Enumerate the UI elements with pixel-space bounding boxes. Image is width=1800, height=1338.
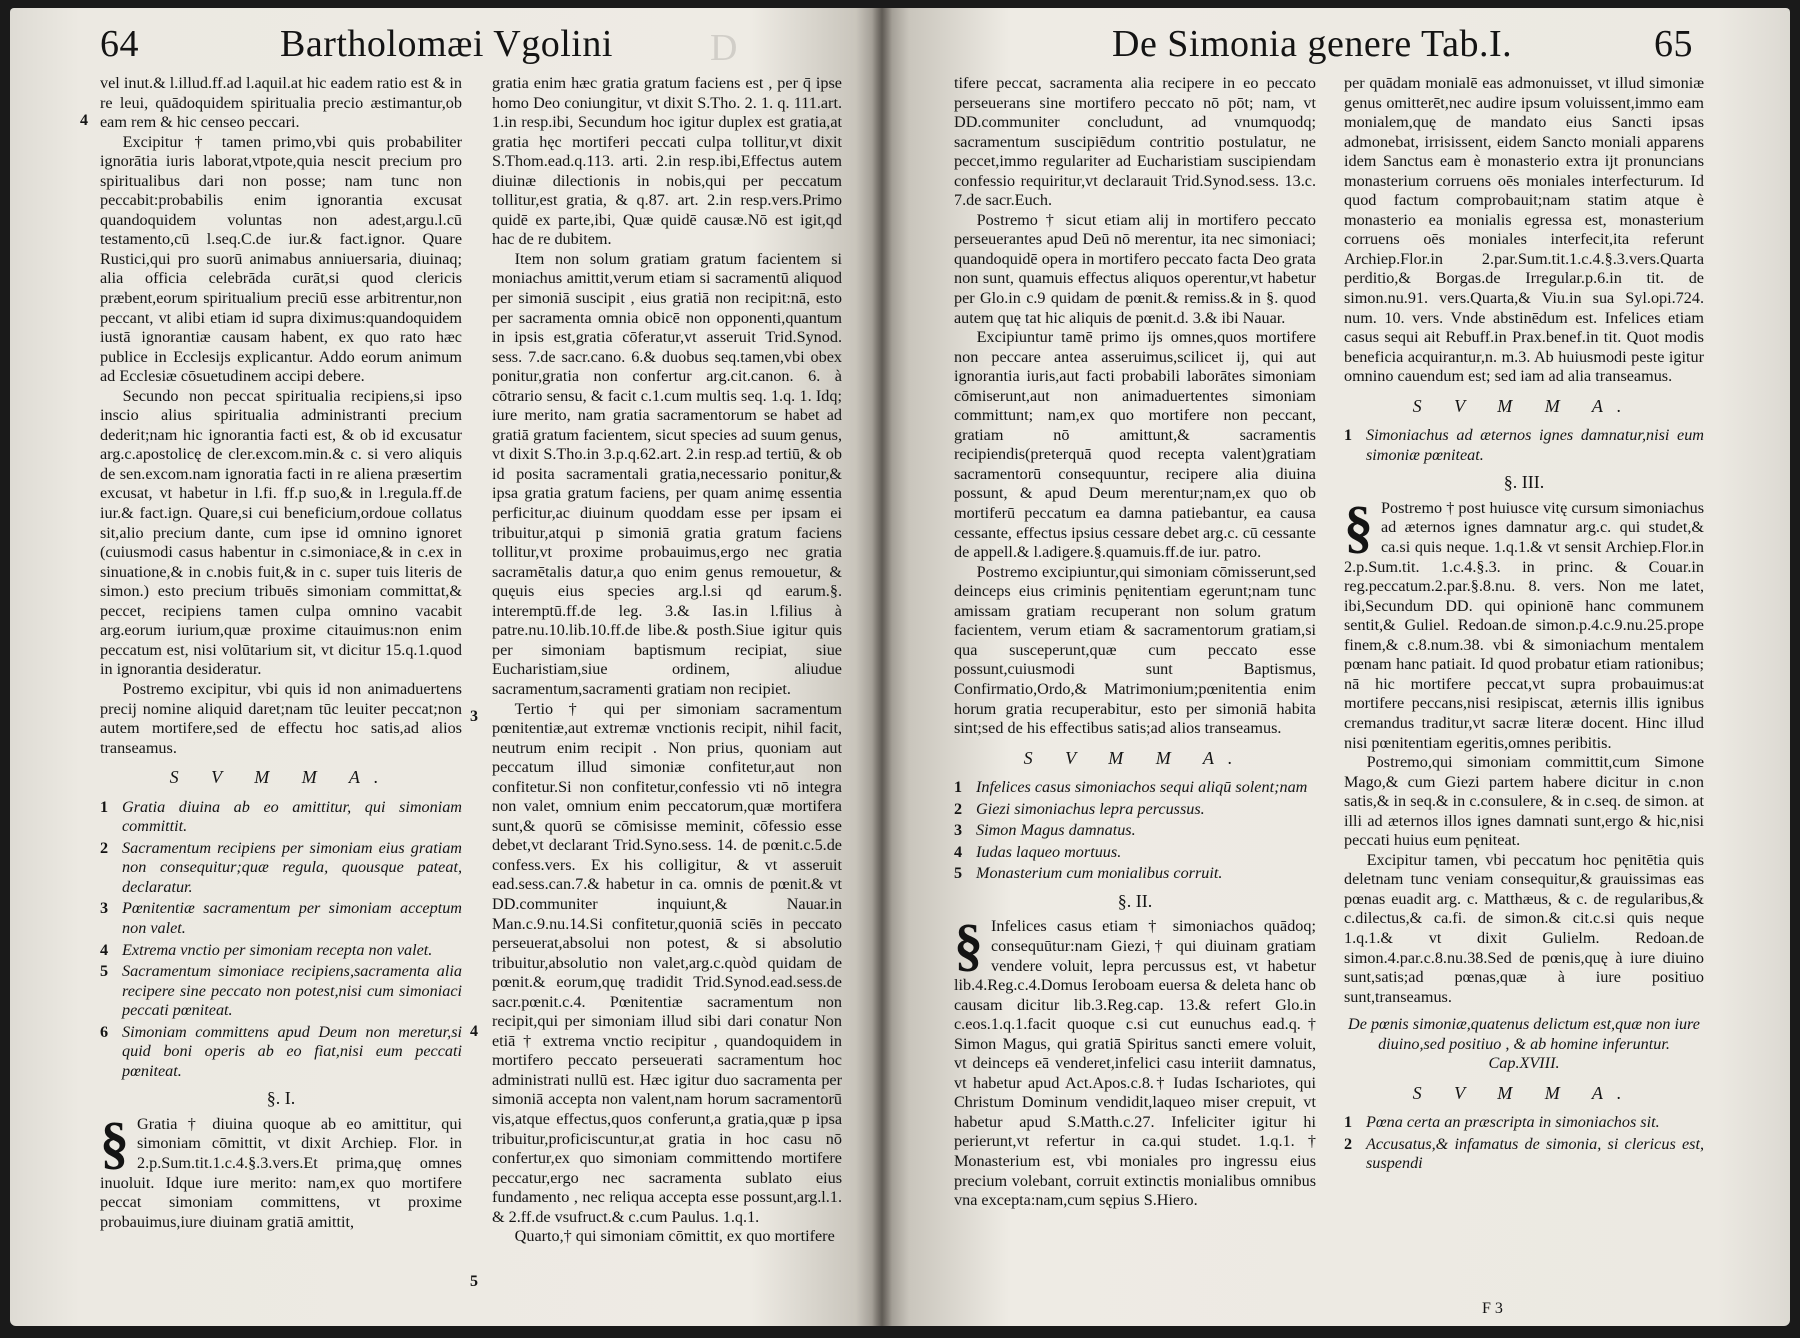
summa-item: 3 Pœnitentiæ sacramentum per simoniam acceptum non valet. xyxy=(100,899,462,937)
left-running-head: Bartholomæi Vgolini xyxy=(280,23,613,65)
left-page-number: 64 xyxy=(100,23,139,65)
section-paragraph: § Gratia † diuina quoque ab eo amittitur, qui simoniam cōmittit, vt dixit Archiep. Flor. in 2.p.Sum.tit.1.c.4.§.3.vers.Et prima,quę omnes inuoluit. Idque iure merito: nam,ex quo mortifere peccat simoniam committens, vt proxime probauimus,iure diuinam gratiā amittit, xyxy=(100,1109,462,1231)
summa-heading: S V M M A. xyxy=(1412,395,1636,416)
paragraph: vel inut.& l.illud.ff.ad l.aquil.at hic eadem ratio est & in re leui, quādoquidem spiritualia precio æstimantur,ob eam rem & hic censeo peccari. xyxy=(100,74,462,132)
summa-item: 4 Extrema vnctio per simoniam recepta non valet. xyxy=(100,940,433,959)
right-page-number: 65 xyxy=(1654,23,1693,65)
paragraph: Excipiuntur tamē primo ijs omnes,quos mortifere non peccare antea asseruimus,scilicet ij, qui aut ignorantia iuris,aut facti probabili laborātes simoniam cōmiserunt,aut non animaduertentes simoniam committunt; nam,ex quo mortifere non peccant, gratiam nō amittunt,& sacramentis recipiendis(preterquā quod recepta valent)gratiam sacramentorū consequuntur, recipere alia diuina possunt, & apud Deum merentur;nam,ex quo ob mortiferū peccatum ea damna patiebantur, ea causa cessante, effectus ipsius cessare debet arg.c. cū cessante de appell.& l.adigere.§.quamuis.ff.de iur. patro. xyxy=(954,328,1316,562)
summa-item: 4 Iudas laqueo mortuus. xyxy=(954,842,1122,861)
summa-heading: S V M M A. xyxy=(1023,747,1247,768)
paragraph: Postremo excipiuntur,qui simoniam cōmisserunt,sed deinceps eius criminis pęnitentiam egerunt;nam tunc amissam gratiam recuperant non solum gratum facientem, verum etiam & sacramentorum gratiam,si qua susceperunt,quæ cum peccato esse possunt,cuiusmodi sunt Baptismus, Confirmatio,Ordo,& Matrimonium;pœnitentia enim horum gratia recuperabitur, esto per simoniā habita sint;sed de his effectibus satis;ad alios transeamus. xyxy=(954,562,1316,738)
summa-item: 1 Pœna certa an præscripta in simoniachos sit. xyxy=(1344,1113,1660,1132)
margin-number: 4 xyxy=(470,1023,478,1040)
paragraph: Tertio † qui per simoniam sacramentum pœnitentiæ,aut extremæ vnctionis recipit, nihil facit, neutrum enim recipit . Non prius, quoniam aut peccatum illud simoniæ confitetur,aut non confitetur.Si non confitetur,confessio vti nō integra non valet, omnium enim peccatorum,quæ mortifera sunt,& quorū se cōmisisse meminit, cōfessio esse debet,vt declarant Trid.Syno.sess. 14. de pœnit.c.5.de confess.vers. Ex his colligitur, & vt asseruit ead.sess.can.7.& habetur in ca. omnis de pœnit.& vt DD.communiter inquiunt,& Nauar.in Man.c.9.nu.14.Si confitetur,quoniā sciēs in peccato perseuerat,absolui non potest, & si absolutio tribuitur,absolutio non valet,arg.c.quòd quidam de pœnit.& eorum,quę tradidit Trid.Synod.ead.sess.de sacr.pœnit.c.4. Pœnitentiæ sacramentum non recipit,qui per simoniam illud sibi dari conatur Non etiā † extrema vnctio recipitur , quandoquidem in mortifero peccato perseuerati sacramentum hoc administrati nullū est. Hæc igitur duo sacramenta per simoniā accepta non valent,nam horum sacramentorū vis,atque effectus,quos conferunt,a gratia,quæ p ipsa tribuitur,proficiscuntur,at gratia in hoc casu nō confertur,ex quo simoniam committendo mortifere peccatur,ergo nec sacramenta sublato eius fundamento , nec reliqua accepta esse possunt,arg.l.1. & 2.ff.de vsufruct.& c.cum Paulus. 1.q.1. xyxy=(492,699,842,1226)
section-paragraph: § Postremo † post huiusce vitę cursum simoniachus ad æternos ignes damnatur arg.c. qui studet,& ca.si quis neque. 1.q.1.& vt sensit Archiep.Flor.in 2.p.Sum.tit. 1.c.4.§.3. in princ. & Couar.in reg.peccatum.2.par.§.8.nu. 8. vers. Non me latet, ibi,Secundum DD. qui opinionē hanc communem sentit,& Guliel. Redoan.de simon.p.4.c.9.nu.25.prope finem,& c.8.num.38. vbi & simoniachum mentalem pœnam hanc patiait. Id quod probatur etiam rationibus; nā hic mortifere peccat,vt supra probauimus:at mortifere peccans,nisi resipiscat, æternis illis ignibus cremandus traditur,vt sacræ literæ docent. Hinc illud nisi pœnitentiam egeritis,omnes peribitis. xyxy=(1344,493,1704,752)
paragraph: Item non solum gratiam gratum facientem si moniachus amittit,verum etiam si sacramentū aliquod per simoniā suscipit , eius gratiā non recipit:nā, esto per sacramenta omnia obicē non opponenti,quantum in ipsis est,gratia cōferatur,vt asseruit Trid.Synod. sess. 7.de sacr.cano. 6.& duobus seq.tamen,vbi obex ponitur,gratia non confertur arg.cit.canon. 6. à cōtrario sensu, & facit c.1.cum multis seq. 1.q. 1. Idq; iure merito, nam gratia sacramentorum se habet ad gratiā gratum facientem, sicut species ad suum genus, vt dixit S.Tho.in 3.p.q.62.art. 2.in resp.ad tertiū, & ob id posita sacramentali gratia,necessario ponitur,& ipsa gratia gratum faciens, per quam animę essentia perficitur,ac diuinum quoddam esse per ipsam ei tribuitur,atqui p simoniā gratia gratum faciens tollitur,vt proxime probauimus,ergo nec gratia sacramētalis datur,a quo enim genus remouetur, & quęuis eius species arg.l.si qd earum.§. interemptū.ff.de leg. 3.& Ias.in l.filius à patre.nu.10.lib.10.ff.de libe.& posth.Siue igitur quis per simoniam baptismum recipiat, siue Eucharistiam,siue ordinem, aliudue sacramentum,sacramenti gratiam non recipiet. xyxy=(492,249,842,698)
section-paragraph: § Infelices casus etiam † simoniachos quādoq; consequūtur:nam Giezi,† qui diuinam gratiam vendere voluit, lepra percussus est, vt habetur lib.4.Reg.c.4.Domus Ieroboam euersa & deleta hanc ob causam dicitur lib.3.Reg.cap. 13.& refert Glo.in c.eos.1.q.1.facit quoque c.si cut eunuchus ead.q.† Simon Magus, qui gratiā Spiritus sancti emere voluit, vt deinceps eā venderet,infelici casu interiit damnatus, vt habetur apud Act.Apos.c.8.† Iudas Ischariotes, qui Christum Dominum vendidit,laqueo miser crepuit, vt habetur apud S.Matth.c.27. Infeliciter igitur hi perierunt,vt refertur in ca.qui studet. 1.q.1.† Monasterium est, vbi moniales pro ingressu eius precium volebant, corruit extinctis monialibus omnibus vna excepta:nam,cum sępius S.Hiero. xyxy=(954,912,1316,1210)
paragraph: Postremo † sicut etiam alij in mortifero peccato perseuerantes apud Deū nō merentur, ita nec simoniaci; quandoquidē opera in mortifero peccato facta Deo grata non sunt, quamuis effectus aliquos operentur,vt habetur per Glo.in c.9 quidam de pœnit.& remiss.& in §. quod autem quę tat hic aliquis de pœnit.d. 3.& ibi Nauar. xyxy=(954,210,1316,327)
margin-number: 4 xyxy=(80,112,88,129)
section-heading: §. II. xyxy=(1117,890,1153,911)
summa-heading: S V M M A. xyxy=(1412,1082,1636,1103)
book-gutter xyxy=(872,8,892,1326)
right-page xyxy=(882,8,1790,1326)
paragraph: gratia enim hæc gratia gratum faciens est , per q̄ ipse homo Deo coniungitur, vt dixit S.Tho. 2. 1. q. 111.art. 1.in resp.ibi, Secundum hoc igitur duplex est gratia,at gratia hęc mortiferi peccati culpa tollitur,vt dixit S.Thom.ead.q.113. arti. 2.in resp.ibi,Effectus autem diuinæ dilectionis in nobis,qui per peccatum tollitur,est gratia, & q.87. art. 2.in resp.vers.Primo quidē ex parte,ibi, Quæ quidē causæ.Nō est igit,qd hac de re dubitem. xyxy=(492,74,842,249)
paragraph: Secundo non peccat spiritualia recipiens,si ipso inscio alius spiritualia administranti precium dederit;nam hic ignorantia facti est, & ob id excusatur arg.c.apostolicę de cler.excom.min.& c. si vero aliquis de sen.excom.nam ignoratia facti in re aliena præsertim excusat, vt habetur in l.fi. ff.p suo,& in l.regula.ff.de iur.& fact.ign. Quare,si cui beneficium,ordoue collatus sit,alio precium dante, cum ipse id omnino ignoret (cuiusmodi casus habentur in c.simoniace,& in c.ex in sinuatione,& in c.nobis fuit,& in c. super tuis literis de simon.) esto precium tribuēs simoniam committat,& peccet, recipiens tamen culpa omnino vacabit arg.eorum iurium,quæ proxime citauimus:non enim peccatum est, nisi volūtarium sit, vt dicitur 15.q.1.quod in ignorantia desideratur. xyxy=(100,386,462,679)
paragraph: per quādam monialē eas admonuisset, vt illud simoniæ genus omitterēt,nec audire ipsum voluissent,immo eam monialem,quę de mandato eius Sancti ipsas admonebat, irrisissent, eidem Sancto moniali apparens idem Sanctus eam è monasterio extra ijt pronuncians monasterium corruens oēs moniales interfecturum. Id quod factum comprobauit;nam statim atque è monasterio ea monialis egressa est, monasterium corruens oēs moniales interfecit,ita referunt Archiep.Flor.in 2.par.Sum.tit.1.c.4.§.3.vers.Quarta perditio,& Borgas.de Irregular.p.6.in tit. de simon.nu.91. vers.Quarta,& Viu.in sua Syl.opi.724. num. 10. vers. Vnde abstinēdum est. Infelices etiam casus sequi ait Rebuff.in Prax.benef.in tit. Quot modis beneficia acquirantur,n. m.3. Ab huiusmodi peste igitur omnino cauendum est; sed iam ad alia transeamus. xyxy=(1344,74,1704,386)
summa-item: 1 Simoniachus ad æternos ignes damnatur,nisi eum simoniæ pœniteat. xyxy=(1344,426,1704,464)
section-heading: §. I. xyxy=(266,1088,296,1109)
summa-item: 2 Sacramentum recipiens per simoniam eius gratiam non consequitur;quæ regula, quousque pateat, declaratur. xyxy=(100,838,462,896)
bleed-through-ghost: D xyxy=(710,27,738,69)
paragraph: tifere peccat, sacramenta alia recipere in eo peccato perseuerans sine mortifero peccato nō pōt; nam, vt DD.communiter concludunt, ad vnumquodq; sacramentum suscipiēdum contritio postulatur, ne peccet,immo regulariter ad Eucharistiam suscipiendam confessio requiritur,vt declarauit Trid.Synod.sess. 13.c. 7.de sacr.Euch. xyxy=(954,74,1316,210)
summa-list xyxy=(954,778,1316,884)
paragraph: Postremo,qui simoniam committit,cum Simone Mago,& cum Giezi partem habere dicitur in c.non satis,& in seq.& in c.consulere, & in c.seq. de simon. at illi ad æternos illos ignes damnati sunt,ergo & hic,nisi peccati huius eum pęniteat. xyxy=(1344,753,1704,850)
right-running-head: De Simonia genere Tab.I. xyxy=(1112,23,1513,65)
margin-number: 5 xyxy=(470,1273,478,1290)
summa-item: 6 Simoniam committens apud Deum non meretur,si quid boni operis ab eo fiat,nisi eum peccati pœniteat. xyxy=(100,1022,462,1080)
right-column-2 xyxy=(1344,74,1704,1324)
summa-list xyxy=(1344,1113,1704,1174)
left-column-1 xyxy=(100,74,462,1324)
summa-item: 1 Gratia diuina ab eo amittitur, qui simoniam committit. xyxy=(100,797,462,836)
summa-list xyxy=(1344,426,1704,465)
summa-item: 1 Infelices casus simoniachos sequi aliqū solent;nam xyxy=(954,778,1308,797)
right-column-1 xyxy=(954,74,1316,1324)
summa-item: 2 Accusatus,& infamatus de simonia, si clericus est, suspendi xyxy=(1344,1134,1704,1173)
paragraph: Quarto,† qui simoniam cōmittit, ex quo mortifere xyxy=(514,1227,835,1246)
section-heading: §. III. xyxy=(1503,472,1545,493)
summa-item: 2 Giezi simoniachus lepra percussus. xyxy=(954,799,1205,818)
paragraph: Postremo excipitur, vbi quis id non animaduertens precij nomine aliquid daret;nam tūc leuiter peccat;non autem mortifere,sed de effectu hoc satis,ad alios transeamus. xyxy=(100,679,462,757)
paragraph: Excipitur tamen, vbi peccatum hoc pęnitētia quis deletnam tunc veniam consequitur,& grauissimas eas pœnas euadit arg. c. Matthæus, & c. de regularibus,& c.dilectus,& ca.fi. de simon.& cit.c.si quis neque 1.q.1.& vt dixit Gulielm. Redoan.de simon.4.par.c.8.nu.38.Sed de pœnis,quę à iure diuino sunt,satis;ad pœnas,quæ à iure positiuo sunt,transeamus. xyxy=(1344,850,1704,1006)
signature-mark: F 3 xyxy=(1482,1300,1503,1317)
chapter-title: De pœnis simoniæ,quatenus delictum est,quæ non iure diuino,sed positiuo , & ab homine inferuntur. Cap.XVIII. xyxy=(1348,1015,1700,1073)
summa-item: 3 Simon Magus damnatus. xyxy=(954,821,1136,840)
paragraph: Excipitur † tamen primo,vbi quis probabiliter ignorātia iuris laborat,vtpote,quia nescit precium pro spiritualibus dari non posse; nam tunc non peccabit:probabilis enim ignorantia excusat quandoquidem voluntas non adest,argu.l.cū testamento,cū l.seq.C.de iur.& fact.ignor. Quare Rustici,qui pro suorū animabus anniuersaria, diuinaq; alia officia celebrāda curāt,si quod clericis præbent,eorum spiritualium preciū esse arbitrentur,non peccant, vt alibi etiam id supra diximus:quandoquidem iustā ignorantiæ causam habent, ex quo rato hæc publice in Ecclesijs explicantur. Addo eorum animum ad Ecclesiæ cōsuetudinem accipi debere. xyxy=(100,132,462,386)
section-mark-dropcap: § xyxy=(100,1109,129,1175)
summa-item: 5 Sacramentum simoniace recipiens,sacramenta alia recipere sine peccato non potest,nisi cum simoniaci peccati pœniteat. xyxy=(100,962,462,1020)
summa-item: 5 Monasterium cum monialibus corruit. xyxy=(954,864,1223,883)
summa-list xyxy=(100,798,462,1082)
left-page xyxy=(10,8,882,1326)
margin-number: 3 xyxy=(470,708,478,725)
left-column-2 xyxy=(492,74,842,1324)
section-mark-dropcap: § xyxy=(954,912,983,978)
section-mark-dropcap: § xyxy=(1344,493,1373,559)
summa-heading: S V M M A. xyxy=(169,767,393,788)
